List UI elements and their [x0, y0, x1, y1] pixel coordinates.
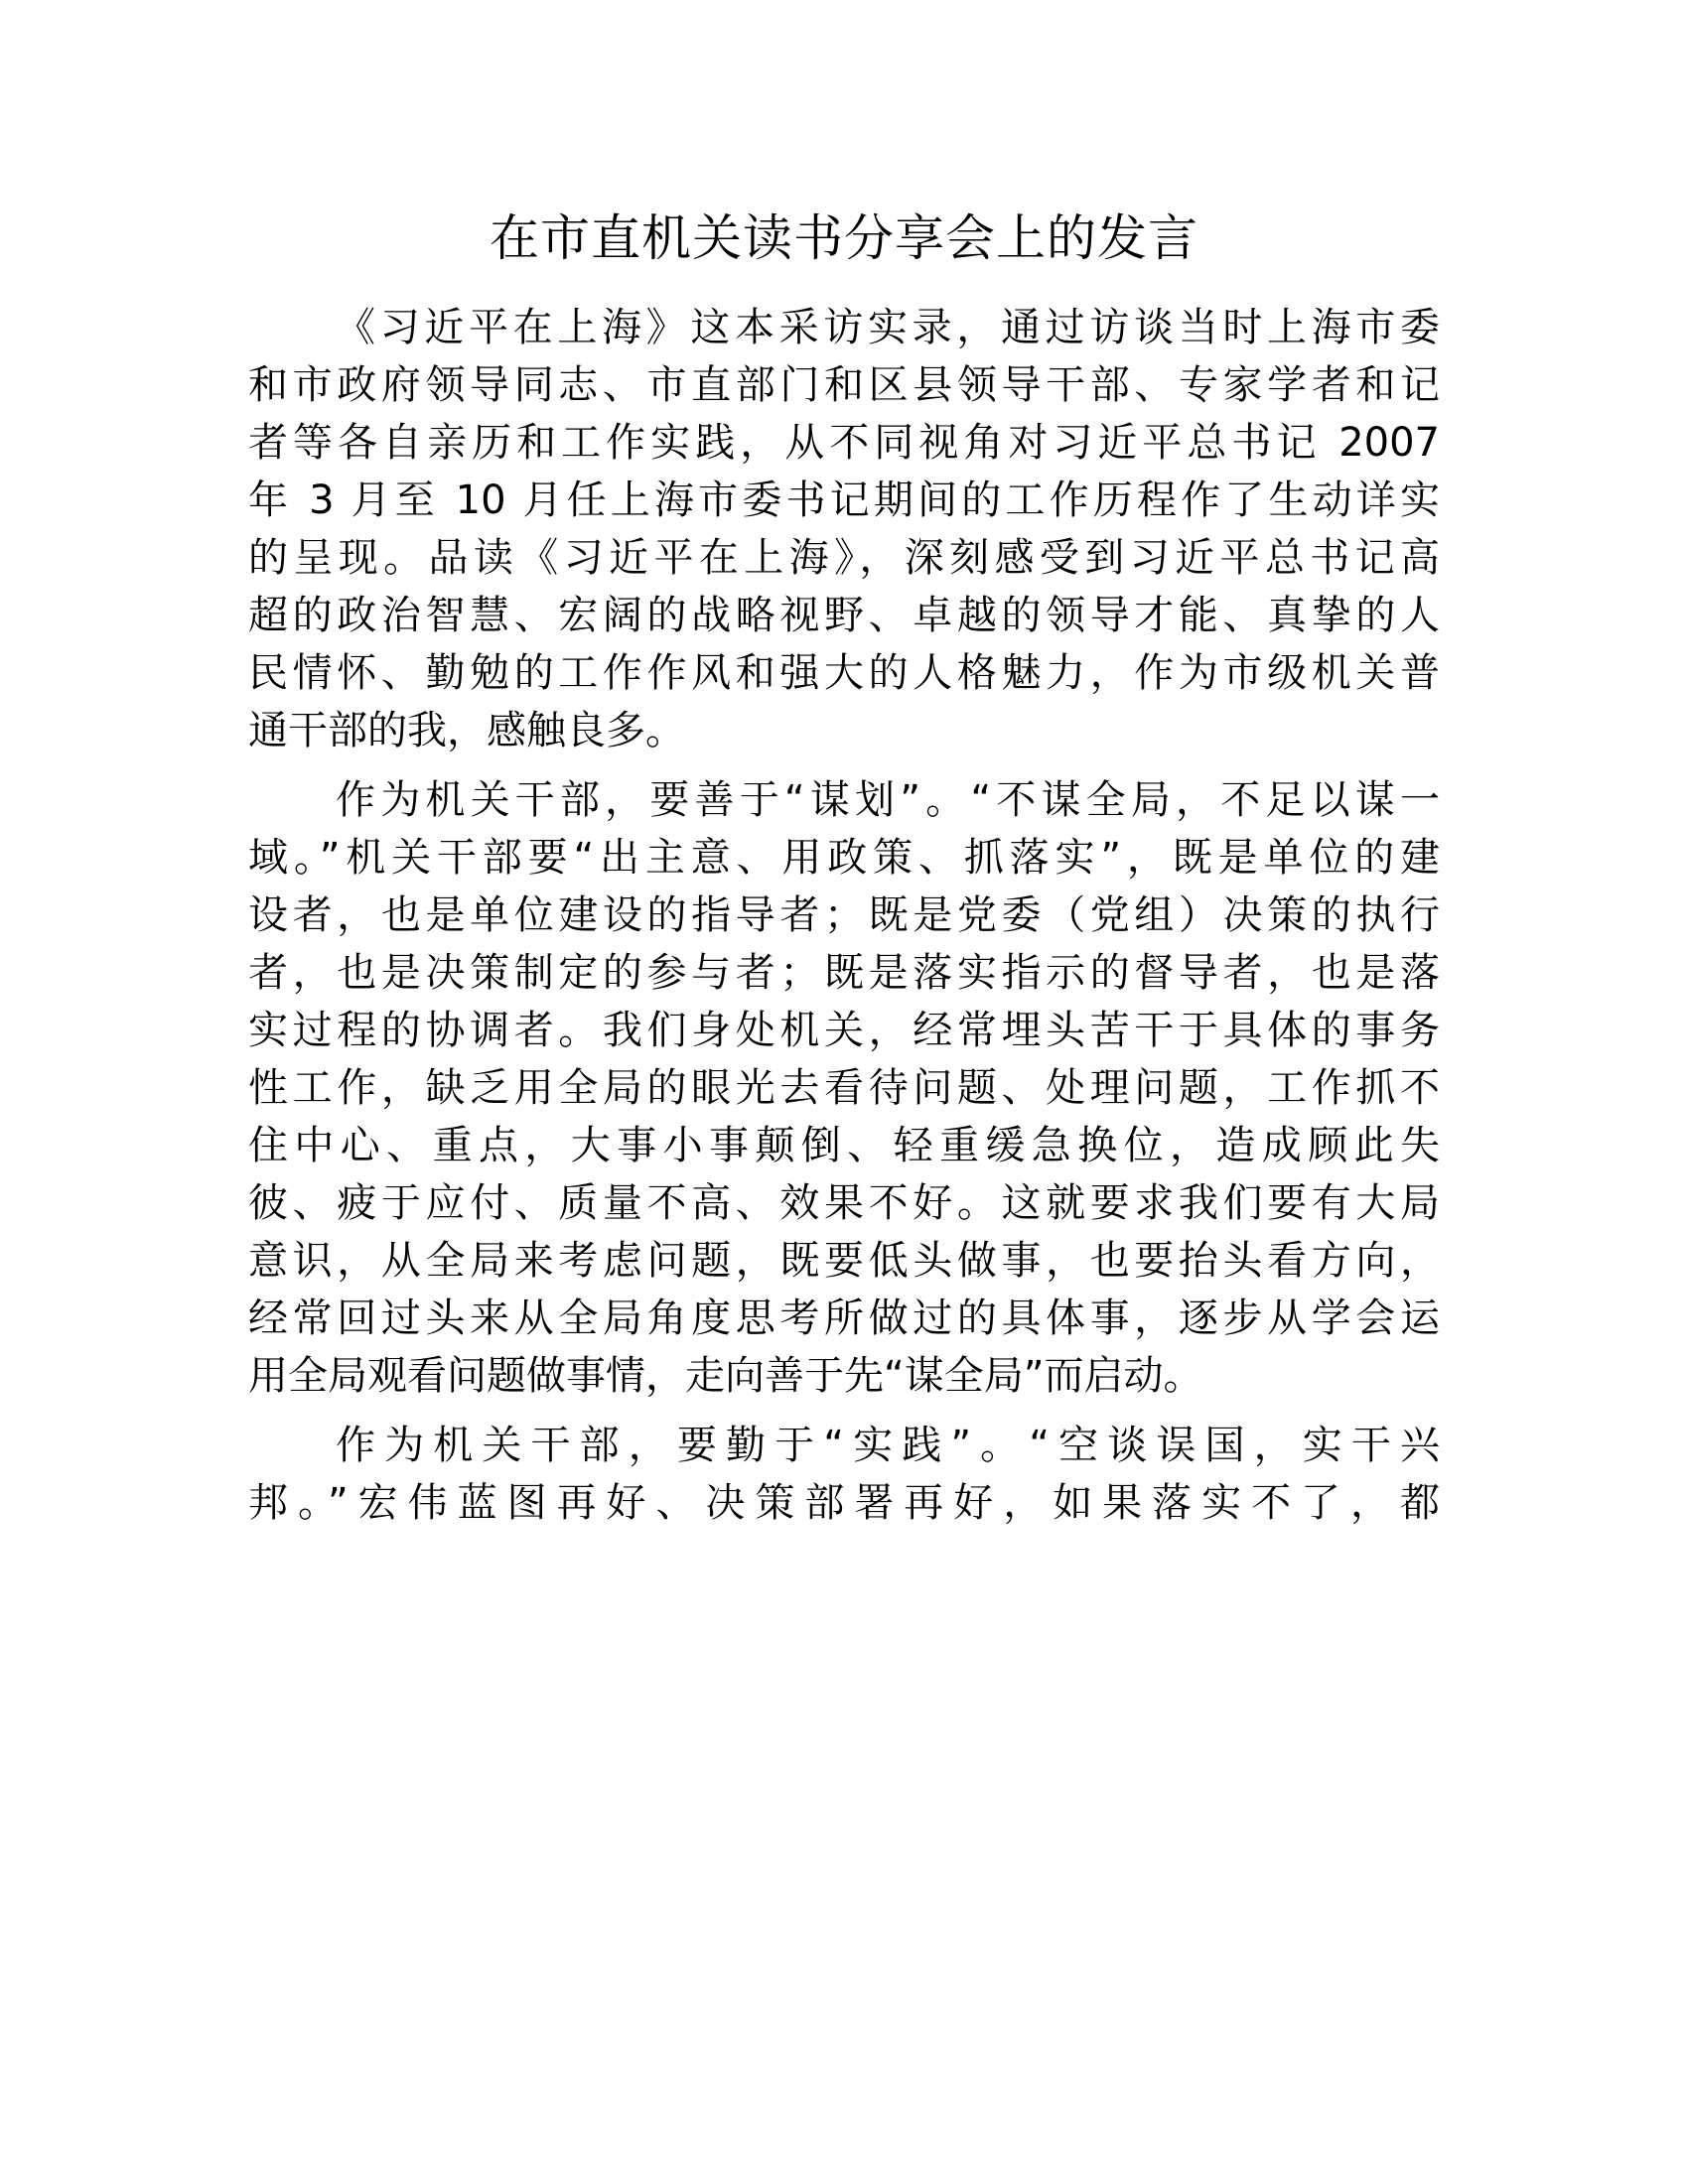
text-line: 《习近平在上海》这本采访实录，通过访谈当时上海市委 — [336, 305, 1440, 350]
text-line: 设者，也是单位建设的指导者；既是党委（党组）决策的执行 — [248, 892, 1440, 938]
text-line: 域。”机关干部要“出主意、用政策、抓落实”，既是单位的建 — [248, 835, 1440, 881]
text-line: 彼、疲于应付、质量不高、效果不好。这就要求我们要有大局 — [248, 1180, 1440, 1226]
text-line: 超的政治智慧、宏阔的战略视野、卓越的领导才能、真挚的人 — [248, 593, 1440, 638]
text-line: 经常回过头来从全局角度思考所做过的具体事，逐步从学会运 — [248, 1296, 1440, 1341]
text-line: 通干部的我，感触良多。 — [248, 708, 685, 753]
text-line: 性工作，缺乏用全局的眼光去看待问题、处理问题，工作抓不 — [248, 1065, 1440, 1111]
text-line: 作为机关干部，要勤于“实践”。“空谈误国，实干兴 — [336, 1423, 1440, 1468]
text-line: 者，也是决策制定的参与者；既是落实指示的督导者，也是落 — [248, 950, 1440, 996]
text-line: 年 3 月至 10 月任上海市委书记期间的工作历程作了生动详实 — [248, 478, 1440, 523]
text-line: 民情怀、勤勉的工作作风和强大的人格魅力，作为市级机关普 — [248, 650, 1440, 696]
text-line: 意识，从全局来考虑问题，既要低头做事，也要抬头看方向， — [248, 1238, 1440, 1284]
text-line: 邦。”宏伟蓝图再好、决策部署再好，如果落实不了，都 — [248, 1480, 1440, 1526]
text-line: 的呈现。品读《习近平在上海》，深刻感受到习近平总书记高 — [248, 535, 1440, 581]
text-line: 者等各自亲历和工作实践，从不同视角对习近平总书记 2007 — [248, 420, 1440, 466]
text-line: 住中心、重点，大事小事颠倒、轻重缓急换位，造成顾此失 — [248, 1123, 1440, 1168]
text-line: 和市政府领导同志、市直部门和区县领导干部、专家学者和记 — [248, 362, 1440, 408]
text-line: 用全局观看问题做事情，走向善于先“谋全局”而启动。 — [248, 1353, 1203, 1399]
text-line: 作为机关干部，要善于“谋划”。“不谋全局，不足以谋一 — [336, 777, 1440, 823]
text-line: 实过程的协调者。我们身处机关，经常埋头苦干于具体的事务 — [248, 1008, 1440, 1053]
page-title: 在市直机关读书分享会上的发言 — [490, 209, 1198, 267]
